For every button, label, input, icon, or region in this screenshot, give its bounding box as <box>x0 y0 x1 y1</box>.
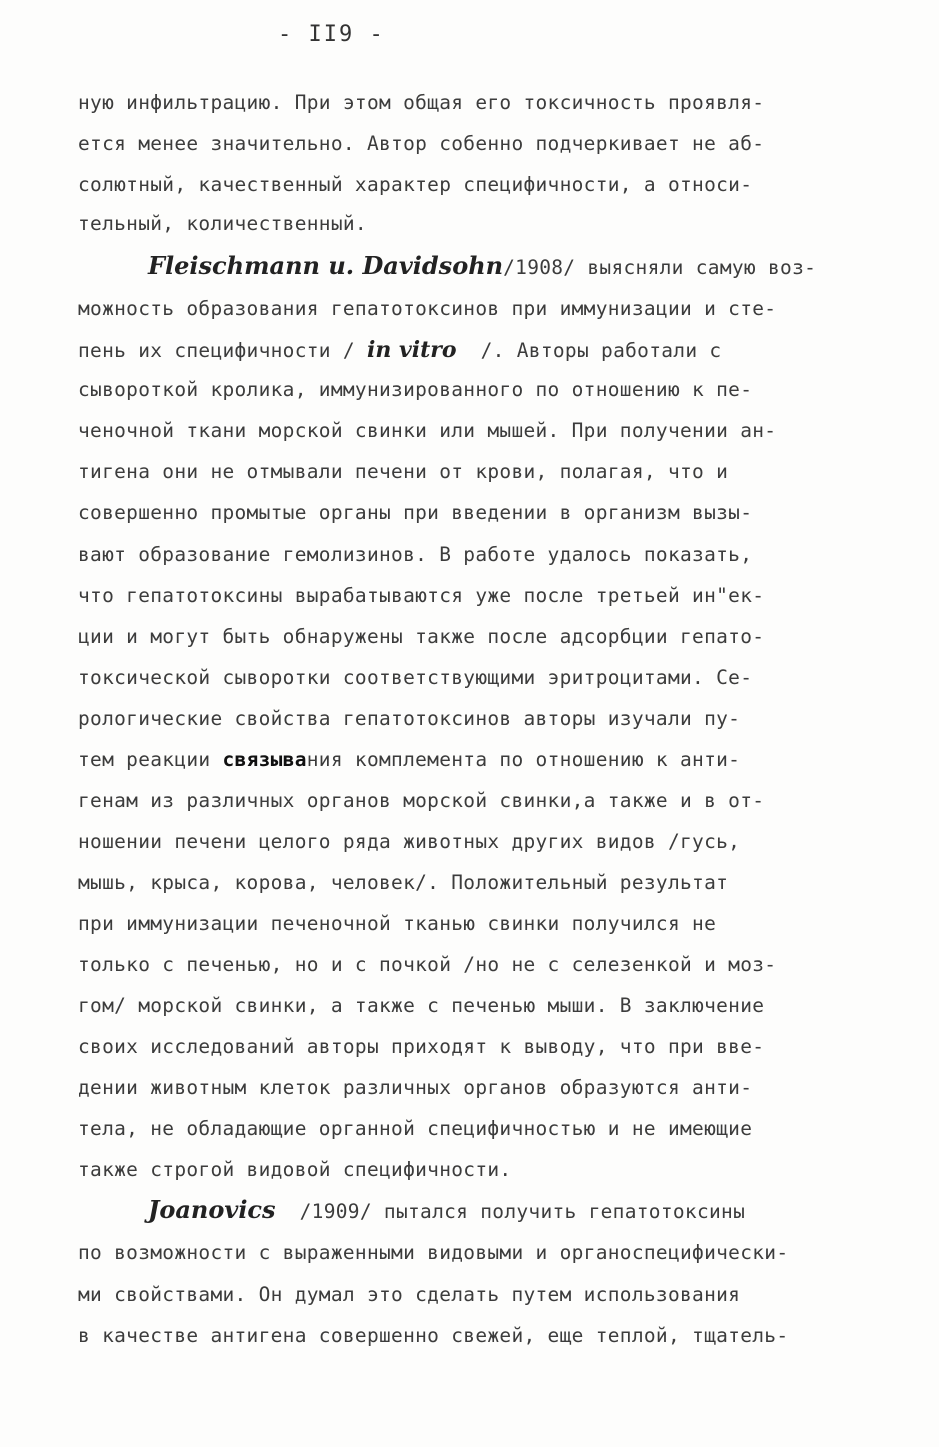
text-line-23: гом/ морской свинки, а также с печенью мыши. В заключение <box>78 994 765 1017</box>
text-line-21: при иммунизации печеночной тканью свинки получился не <box>78 912 717 935</box>
text-line-14: ции и могут быть обнаружены также после адсорбции гепато- <box>78 625 765 648</box>
text-line-4: тельный, количественный. <box>78 212 367 235</box>
text-line-19: ношении печени целого ряда животных других видов /гусь, <box>78 830 741 853</box>
text-line-6: можность образования гепатотоксинов при иммунизации и сте- <box>78 297 777 320</box>
fleischmann-line-text: /1908/ выясняли самую воз- <box>503 256 817 279</box>
text-line-24: своих исследований авторы приходят к выводу, что при вве- <box>78 1035 765 1058</box>
joanovics-line-text: /1909/ пытался получить гепатотоксины <box>275 1200 746 1223</box>
invitro-line-before: пень их специфичности / <box>78 339 367 362</box>
text-line-11: совершенно промытые органы при введении в организм вызы- <box>78 501 753 524</box>
text-line-10: тигена они не отмывали печени от крови, полагая, что и <box>78 460 729 483</box>
reaction-line <box>78 750 740 770</box>
overstruck-word: связыва <box>222 748 307 771</box>
text-line-8: сывороткой кролика, иммунизированного по отношению к пе- <box>78 378 753 401</box>
text-line-1: ную инфильтрацию. При этом общая его токсичность проявля- <box>78 91 765 114</box>
text-line-22: только с печенью, но и с почкой /но не с селезенкой и моз- <box>78 953 777 976</box>
text-line-27: также строгой видовой специфичности. <box>78 1158 512 1181</box>
reaction-line-before: тем реакции <box>78 748 223 771</box>
text-line-12: вают образование гемолизинов. В работе удалось показать, <box>78 543 753 566</box>
invitro-line <box>78 339 721 361</box>
text-line-29: по возможности с выраженными видовыми и органоспецифически- <box>78 1241 789 1264</box>
text-line-26: тела, не обладающие органной специфичностью и не имеющие <box>78 1117 753 1140</box>
text-line-16: рологические свойства гепатотоксинов авторы изучали пу- <box>78 707 741 730</box>
fleischmann-line <box>148 251 817 280</box>
text-line-18: генам из различных органов морской свинки,а также и в от- <box>78 789 765 812</box>
text-line-30: ми свойствами. Он думал это сделать путем использования <box>78 1283 741 1306</box>
text-line-15: токсической сыворотки соответствующими эритроцитами. Се- <box>78 666 753 689</box>
text-line-20: мышь, крыса, корова, человек/. Положительный результат <box>78 871 729 894</box>
text-line-3: солютный, качественный характер специфичности, а относи- <box>78 173 753 196</box>
reaction-line-after: ния комплемента по отношению к анти- <box>306 748 741 771</box>
author-name-joanovics: Joanovics <box>148 1195 276 1224</box>
page-number: - II9 - <box>278 22 385 47</box>
text-line-13: что гепатотоксины вырабатываются уже после третьей ин"ек- <box>78 584 765 607</box>
author-name-fleischmann: Fleischmann u. Davidsohn <box>148 251 504 280</box>
joanovics-line <box>148 1195 746 1224</box>
text-line-9: ченочной ткани морской свинки или мышей. При получении ан- <box>78 419 777 442</box>
in-vitro-text: in vitro <box>366 337 457 363</box>
invitro-line-after: /. Авторы работали с <box>456 339 722 362</box>
text-line-31: в качестве антигена совершенно свежей, еще теплой, тщатель- <box>78 1324 789 1347</box>
text-line-2: ется менее значительно. Автор собенно подчеркивает не аб- <box>78 132 765 155</box>
text-line-25: дении животным клеток различных органов образуются анти- <box>78 1076 753 1099</box>
